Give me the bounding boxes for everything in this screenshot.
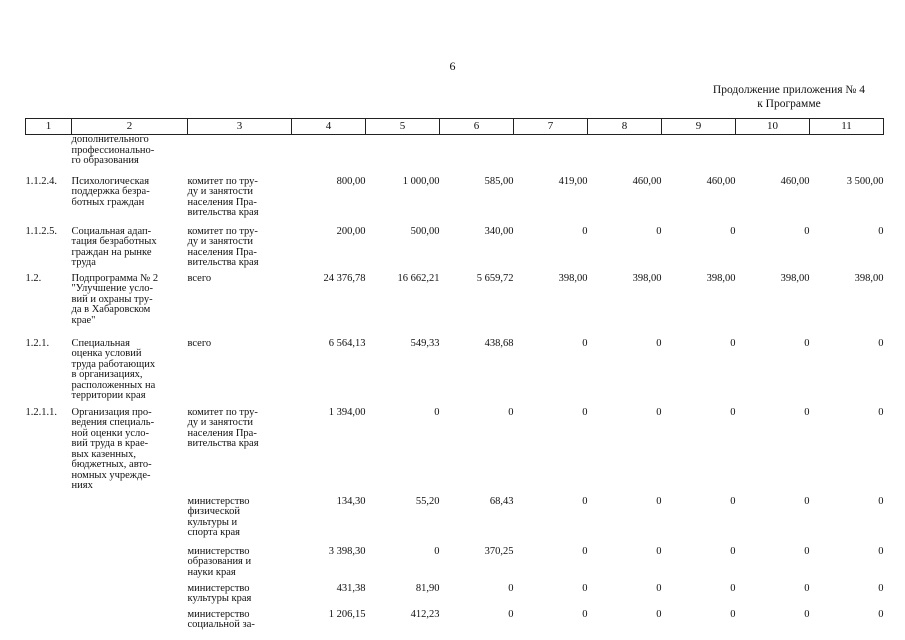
row-value: 419,00 [558, 175, 588, 187]
row-value: 5 659,72 [476, 272, 514, 284]
row-executor: комитет по тру- ду и занятости населения Пра- вительства края [187, 406, 259, 449]
column-header: 7 [514, 119, 588, 135]
row-value [514, 135, 588, 172]
row-name: Специальная оценка условий труда работающих в организациях, расположенных на территории края [71, 337, 156, 401]
page-number: 6 [449, 59, 456, 73]
table-row [26, 607, 884, 633]
table-row [26, 334, 884, 403]
row-value: 0 [730, 545, 736, 557]
row-value: 0 [656, 406, 662, 418]
row-code [26, 135, 72, 172]
row-value: 0 [878, 495, 884, 507]
row-value: 0 [656, 545, 662, 557]
row-value: 0 [508, 406, 514, 418]
row-value: 398,00 [706, 272, 736, 284]
table-row [26, 492, 884, 544]
row-value: 81,90 [415, 582, 440, 594]
row-value: 431,38 [336, 582, 366, 594]
row-value: 0 [804, 406, 810, 418]
row-value: 0 [656, 582, 662, 594]
row-value: 3 500,00 [846, 175, 884, 187]
row-value: 55,20 [415, 495, 440, 507]
row-value: 0 [730, 608, 736, 620]
row-value: 0 [582, 337, 588, 349]
column-number-header-row [26, 119, 884, 135]
row-executor: комитет по тру- ду и занятости населения Пра- вительства края [187, 175, 259, 218]
row-value: 0 [582, 582, 588, 594]
row-value: 0 [434, 545, 440, 557]
row-executor: всего [187, 337, 212, 349]
row-value: 16 662,21 [397, 272, 440, 284]
column-header: 10 [736, 119, 810, 135]
table-row [26, 403, 884, 492]
row-value: 0 [582, 495, 588, 507]
column-header: 5 [366, 119, 440, 135]
continuation-line-2: к Программе [757, 98, 821, 110]
row-executor [188, 135, 292, 172]
row-value: 0 [878, 337, 884, 349]
row-name: Организация про- ведения специаль- ной оценки усло- вий труда в крае- вых казенных, бюджетных, авто- номных учрежде- ниях [71, 406, 155, 491]
continuation-line-1: Продолжение приложения № 4 [712, 84, 865, 96]
row-executor: комитет по тру- ду и занятости населения Пра- вительства края [187, 225, 259, 268]
row-value: 0 [730, 495, 736, 507]
row-value: 0 [508, 582, 514, 594]
row-value: 6 564,13 [328, 337, 366, 349]
row-value [440, 135, 514, 172]
row-code: 1.2.1. [25, 337, 50, 349]
row-name: дополнительного профессионально- го образования [71, 134, 155, 166]
row-value [662, 135, 736, 172]
row-name [72, 492, 188, 544]
row-name [72, 581, 188, 607]
row-code [26, 607, 72, 633]
row-value: 0 [804, 545, 810, 557]
column-header: 11 [810, 119, 884, 135]
row-name [72, 544, 188, 581]
table-row [26, 544, 884, 581]
row-value: 0 [730, 406, 736, 418]
row-code [26, 544, 72, 581]
row-value: 0 [582, 608, 588, 620]
row-executor: всего [187, 272, 212, 284]
row-value: 370,25 [484, 545, 514, 557]
row-value: 412,23 [410, 608, 440, 620]
row-value: 0 [878, 406, 884, 418]
table-row [26, 270, 884, 334]
row-executor: министерство физической культуры и спорта края [187, 495, 250, 538]
row-value: 0 [804, 225, 810, 237]
row-code: 1.2.1.1. [25, 406, 57, 418]
row-value: 0 [878, 225, 884, 237]
row-value [292, 135, 366, 172]
row-value [736, 135, 810, 172]
row-value: 800,00 [336, 175, 366, 187]
row-value: 3 398,30 [328, 545, 366, 557]
row-value: 0 [434, 406, 440, 418]
row-value: 585,00 [484, 175, 514, 187]
row-name: Подпрограмма № 2 "Улучшение усло- вий и охраны тру- да в Хабаровском крае" [71, 272, 159, 326]
row-value [366, 135, 440, 172]
row-value: 549,33 [410, 337, 440, 349]
row-value: 0 [582, 545, 588, 557]
row-name: Психологическая поддержка безра- ботных граждан [71, 175, 150, 208]
row-value: 68,43 [489, 495, 514, 507]
row-executor: министерство социальной за- [187, 608, 255, 630]
row-value: 398,00 [632, 272, 662, 284]
row-value: 0 [804, 495, 810, 507]
row-value: 460,00 [706, 175, 736, 187]
row-code [26, 492, 72, 544]
continuation-note [713, 83, 865, 111]
row-value: 0 [730, 582, 736, 594]
row-value: 1 000,00 [402, 175, 440, 187]
column-header: 6 [440, 119, 514, 135]
row-value: 0 [656, 495, 662, 507]
row-code: 1.2. [25, 272, 42, 284]
row-value: 0 [656, 608, 662, 620]
table-row [26, 135, 884, 172]
row-value: 340,00 [484, 225, 514, 237]
row-value: 0 [804, 582, 810, 594]
row-executor: министерство образования и науки края [187, 545, 252, 578]
row-code [26, 581, 72, 607]
row-value: 1 394,00 [328, 406, 366, 418]
row-value: 460,00 [632, 175, 662, 187]
row-value: 460,00 [780, 175, 810, 187]
row-value: 0 [804, 608, 810, 620]
row-value [588, 135, 662, 172]
row-value: 0 [582, 406, 588, 418]
row-code: 1.1.2.5. [25, 225, 57, 237]
row-value: 0 [582, 225, 588, 237]
program-table [25, 118, 884, 633]
row-value: 0 [656, 225, 662, 237]
column-header: 9 [662, 119, 736, 135]
column-header: 2 [72, 119, 188, 135]
column-header: 4 [292, 119, 366, 135]
row-value: 134,30 [336, 495, 366, 507]
row-value: 0 [730, 225, 736, 237]
row-name: Социальная адап- тация безработных граждан на рынке труда [71, 225, 157, 268]
row-value: 0 [656, 337, 662, 349]
row-value: 500,00 [410, 225, 440, 237]
row-value: 24 376,78 [323, 272, 366, 284]
row-value [810, 135, 884, 172]
row-name [72, 607, 188, 633]
column-header: 1 [26, 119, 72, 135]
row-value: 0 [730, 337, 736, 349]
row-value: 0 [508, 608, 514, 620]
row-value: 398,00 [780, 272, 810, 284]
row-code: 1.1.2.4. [25, 175, 57, 187]
row-value: 398,00 [854, 272, 884, 284]
row-value: 438,68 [484, 337, 514, 349]
row-value: 200,00 [336, 225, 366, 237]
table-row [26, 172, 884, 221]
row-value: 398,00 [558, 272, 588, 284]
row-executor: министерство культуры края [187, 582, 252, 604]
column-header: 3 [188, 119, 292, 135]
column-header: 8 [588, 119, 662, 135]
row-value: 0 [878, 545, 884, 557]
row-value: 1 206,15 [328, 608, 366, 620]
row-value: 0 [804, 337, 810, 349]
table-row [26, 581, 884, 607]
row-value: 0 [878, 608, 884, 620]
table-row [26, 221, 884, 270]
row-value: 0 [878, 582, 884, 594]
